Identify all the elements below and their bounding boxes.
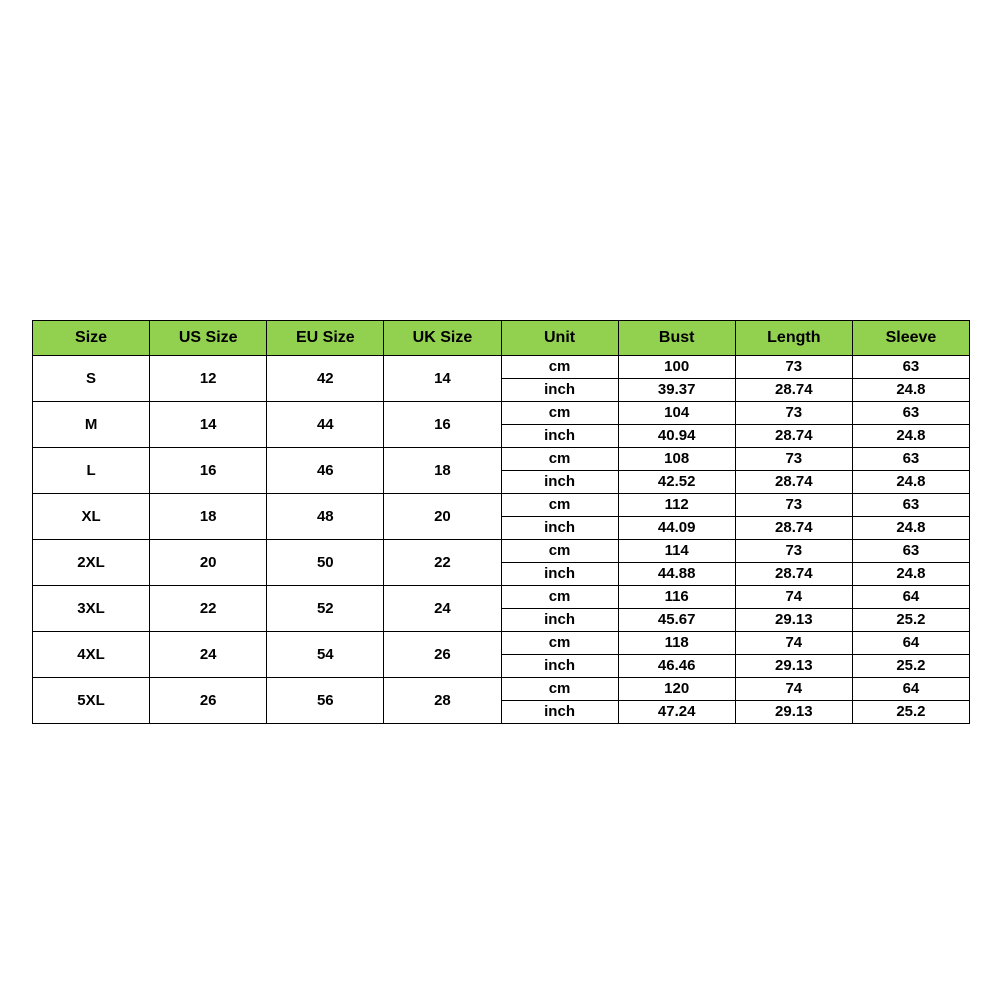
bust-cell: 104 (618, 402, 735, 425)
eu-size-cell: 50 (267, 540, 384, 586)
unit-cell: cm (501, 540, 618, 563)
bust-cell: 45.67 (618, 609, 735, 632)
size-chart-table (32, 320, 970, 724)
unit-cell: inch (501, 701, 618, 724)
unit-cell: inch (501, 517, 618, 540)
sleeve-cell: 63 (852, 402, 969, 425)
unit-cell: inch (501, 471, 618, 494)
sleeve-cell: 24.8 (852, 471, 969, 494)
us-size-cell: 16 (150, 448, 267, 494)
header-uk-size: UK Size (384, 321, 501, 356)
table-row (33, 448, 970, 471)
unit-cell: cm (501, 678, 618, 701)
uk-size-cell: 20 (384, 494, 501, 540)
unit-cell: inch (501, 379, 618, 402)
sleeve-cell: 64 (852, 632, 969, 655)
header-size: Size (33, 321, 150, 356)
eu-size-cell: 56 (267, 678, 384, 724)
length-cell: 74 (735, 632, 852, 655)
size-cell: L (33, 448, 150, 494)
size-cell: 3XL (33, 586, 150, 632)
length-cell: 29.13 (735, 609, 852, 632)
length-cell: 28.74 (735, 563, 852, 586)
uk-size-cell: 14 (384, 356, 501, 402)
eu-size-cell: 44 (267, 402, 384, 448)
header-us-size: US Size (150, 321, 267, 356)
sleeve-cell: 63 (852, 356, 969, 379)
sleeve-cell: 63 (852, 540, 969, 563)
bust-cell: 120 (618, 678, 735, 701)
unit-cell: inch (501, 609, 618, 632)
bust-cell: 42.52 (618, 471, 735, 494)
unit-cell: cm (501, 356, 618, 379)
length-cell: 73 (735, 494, 852, 517)
unit-cell: cm (501, 632, 618, 655)
uk-size-cell: 18 (384, 448, 501, 494)
bust-cell: 44.88 (618, 563, 735, 586)
length-cell: 74 (735, 586, 852, 609)
size-cell: M (33, 402, 150, 448)
unit-cell: inch (501, 563, 618, 586)
length-cell: 28.74 (735, 425, 852, 448)
length-cell: 28.74 (735, 471, 852, 494)
us-size-cell: 12 (150, 356, 267, 402)
table-row (33, 678, 970, 701)
bust-cell: 108 (618, 448, 735, 471)
us-size-cell: 22 (150, 586, 267, 632)
header-length: Length (735, 321, 852, 356)
sleeve-cell: 25.2 (852, 701, 969, 724)
header-eu-size: EU Size (267, 321, 384, 356)
bust-cell: 118 (618, 632, 735, 655)
unit-cell: cm (501, 494, 618, 517)
length-cell: 73 (735, 448, 852, 471)
eu-size-cell: 46 (267, 448, 384, 494)
bust-cell: 116 (618, 586, 735, 609)
uk-size-cell: 24 (384, 586, 501, 632)
sleeve-cell: 24.8 (852, 379, 969, 402)
size-cell: 4XL (33, 632, 150, 678)
length-cell: 28.74 (735, 517, 852, 540)
sleeve-cell: 24.8 (852, 425, 969, 448)
eu-size-cell: 54 (267, 632, 384, 678)
unit-cell: cm (501, 586, 618, 609)
sleeve-cell: 25.2 (852, 655, 969, 678)
sleeve-cell: 64 (852, 678, 969, 701)
sleeve-cell: 63 (852, 448, 969, 471)
bust-cell: 114 (618, 540, 735, 563)
bust-cell: 112 (618, 494, 735, 517)
sleeve-cell: 24.8 (852, 517, 969, 540)
bust-cell: 44.09 (618, 517, 735, 540)
table-row (33, 540, 970, 563)
table-row (33, 494, 970, 517)
table-row (33, 632, 970, 655)
table-row (33, 402, 970, 425)
header-bust: Bust (618, 321, 735, 356)
eu-size-cell: 42 (267, 356, 384, 402)
bust-cell: 47.24 (618, 701, 735, 724)
unit-cell: inch (501, 655, 618, 678)
bust-cell: 40.94 (618, 425, 735, 448)
length-cell: 73 (735, 402, 852, 425)
length-cell: 29.13 (735, 655, 852, 678)
header-row (33, 321, 970, 356)
sleeve-cell: 64 (852, 586, 969, 609)
size-cell: S (33, 356, 150, 402)
size-cell: XL (33, 494, 150, 540)
header-unit: Unit (501, 321, 618, 356)
header-sleeve: Sleeve (852, 321, 969, 356)
size-cell: 2XL (33, 540, 150, 586)
bust-cell: 46.46 (618, 655, 735, 678)
table-row (33, 586, 970, 609)
us-size-cell: 24 (150, 632, 267, 678)
us-size-cell: 20 (150, 540, 267, 586)
length-cell: 74 (735, 678, 852, 701)
size-cell: 5XL (33, 678, 150, 724)
sleeve-cell: 24.8 (852, 563, 969, 586)
table-row (33, 356, 970, 379)
eu-size-cell: 48 (267, 494, 384, 540)
sleeve-cell: 25.2 (852, 609, 969, 632)
bust-cell: 100 (618, 356, 735, 379)
sleeve-cell: 63 (852, 494, 969, 517)
uk-size-cell: 28 (384, 678, 501, 724)
bust-cell: 39.37 (618, 379, 735, 402)
us-size-cell: 14 (150, 402, 267, 448)
unit-cell: cm (501, 402, 618, 425)
length-cell: 29.13 (735, 701, 852, 724)
us-size-cell: 26 (150, 678, 267, 724)
uk-size-cell: 22 (384, 540, 501, 586)
length-cell: 73 (735, 540, 852, 563)
eu-size-cell: 52 (267, 586, 384, 632)
us-size-cell: 18 (150, 494, 267, 540)
unit-cell: cm (501, 448, 618, 471)
unit-cell: inch (501, 425, 618, 448)
uk-size-cell: 26 (384, 632, 501, 678)
uk-size-cell: 16 (384, 402, 501, 448)
length-cell: 28.74 (735, 379, 852, 402)
length-cell: 73 (735, 356, 852, 379)
